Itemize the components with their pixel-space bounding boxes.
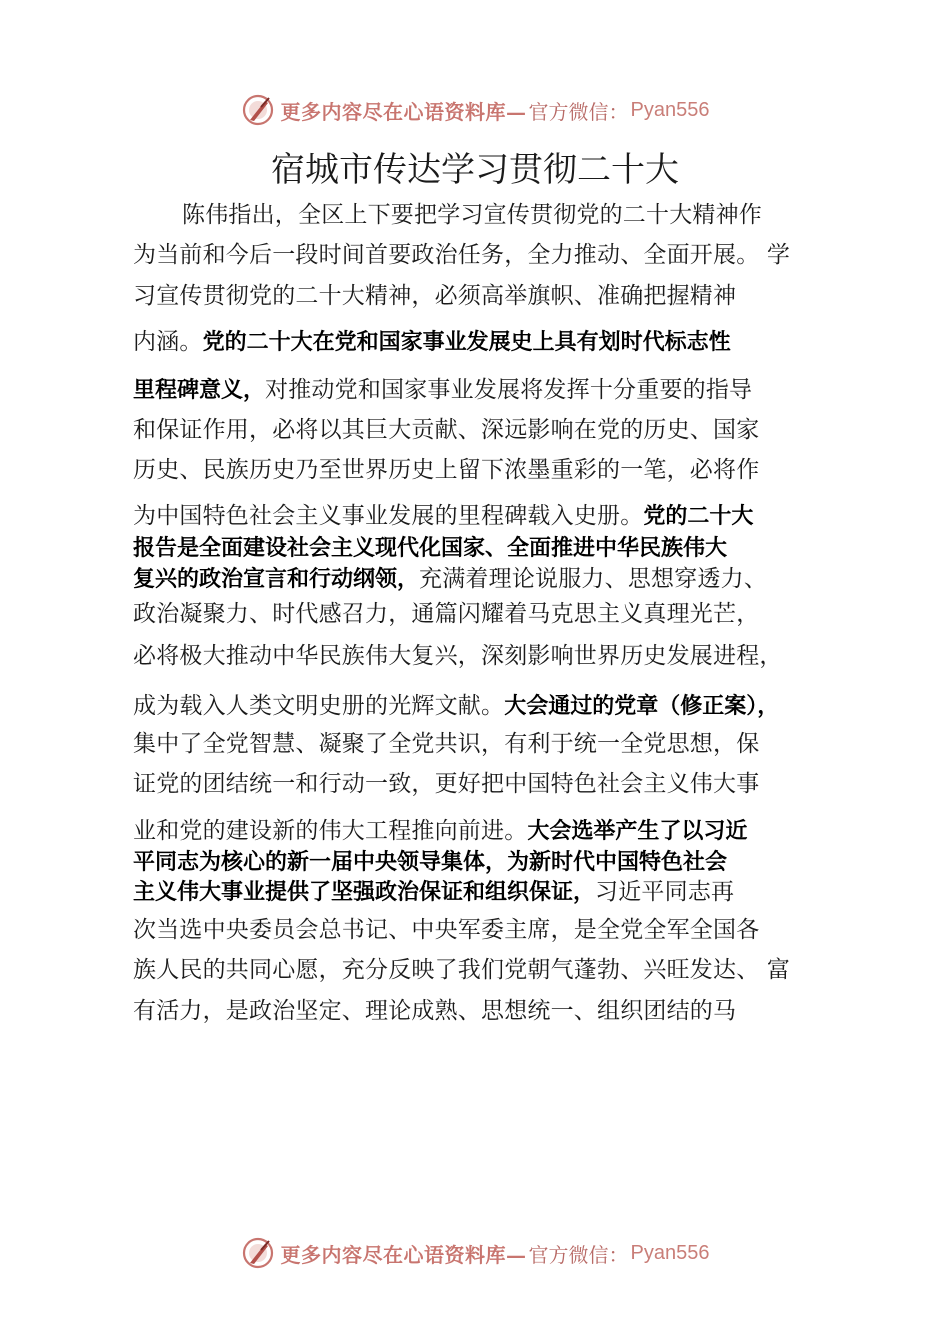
bold-emphasis: 党的二十大在党和国家事业发展史上具有划时代标志性 <box>202 330 731 355</box>
quill-circle-logo-icon <box>241 1236 275 1270</box>
quill-circle-logo-icon <box>241 93 275 127</box>
body-line-17 <box>133 846 833 879</box>
banner-wechat-label: 官方微信： <box>528 99 629 124</box>
header-watermark-banner <box>0 88 950 132</box>
bold-emphasis: 党的二十大 <box>643 504 754 529</box>
body-line-11: 政治凝聚力、时代感召力，通篇闪耀着马克思主义真理光芒， <box>133 601 760 627</box>
bold-emphasis: 里程碑意义， <box>133 378 266 403</box>
body-line-7: 历史、民族历史乃至世界历史上留下浓墨重彩的一笔，必将作 <box>133 457 760 483</box>
body-line-14: 集中了全党智慧、凝聚了全党共识，有利于统一全党思想，保 <box>133 731 760 757</box>
body-line-1: 陈伟指出，全区上下要把学习宣传贯彻党的二十大精神作 <box>182 202 762 228</box>
bold-emphasis: 大会通过的党章（修正案）， <box>504 694 780 719</box>
bold-emphasis: 平同志为核心的新一届中央领导集体，为新时代中国特色社会 <box>133 850 728 875</box>
body-line-21: 有活力，是政治坚定、理论成熟、思想统一、组织团结的马 <box>133 998 737 1024</box>
bold-emphasis: 主义伟大事业提供了坚强政治保证和组织保证， <box>133 880 596 905</box>
body-line-4: 内涵。党的二十大在党和国家事业发展史上具有划时代标志性 <box>133 329 731 355</box>
body-line-10: 复兴的政治宣言和行动纲领，充满着理论说服力、思想穿透力、 <box>133 566 768 592</box>
bold-emphasis: 大会选举产生了以习近 <box>527 819 748 844</box>
banner-brand-text: 更多内容尽在心语资料库— <box>280 99 527 124</box>
document-title: 宿城市传达学习贯彻二十大 <box>271 150 679 190</box>
footer-watermark-banner <box>0 1231 950 1275</box>
body-line-6: 和保证作用，必将以其巨大贡献、深远影响在党的历史、国家 <box>133 417 760 443</box>
body-line-5: 里程碑意义，对推动党和国家事业发展将发挥十分重要的指导 <box>133 377 753 403</box>
banner-wechat-label: 官方微信： <box>528 1242 629 1267</box>
body-line-16: 业和党的建设新的伟大工程推向前进。大会选举产生了以习近 <box>133 818 748 844</box>
bold-emphasis: 报告是全面建设社会主义现代化国家、全面推进中华民族伟大 <box>133 536 728 561</box>
body-line-15: 证党的团结统一和行动一致，更好把中国特色社会主义伟大事 <box>133 771 760 797</box>
body-line-19: 次当选中央委员会总书记、中央军委主席，是全党全军全国各 <box>133 917 760 943</box>
body-line-18: 主义伟大事业提供了坚强政治保证和组织保证，习近平同志再 <box>133 879 735 905</box>
body-line-20: 族人民的共同心愿，充分反映了我们党朝气蓬勃、兴旺发达、 富 <box>133 957 791 983</box>
body-line-8: 为中国特色社会主义事业发展的里程碑载入史册。党的二十大 <box>133 503 754 529</box>
banner-account-id: Pyan556 <box>630 1241 710 1264</box>
banner-brand-text: 更多内容尽在心语资料库— <box>280 1242 527 1267</box>
body-line-12: 必将极大推动中华民族伟大复兴，深刻影响世界历史发展进程， <box>133 643 783 669</box>
banner-account-id: Pyan556 <box>630 98 710 121</box>
bold-emphasis: 复兴的政治宣言和行动纲领， <box>133 567 420 592</box>
body-line-2: 为当前和今后一段时间首要政治任务，全力推动、全面开展。 学 <box>133 242 791 268</box>
body-line-13: 成为载入人类文明史册的光辉文献。大会通过的党章（修正案）， <box>133 693 780 719</box>
body-line-9 <box>133 532 833 565</box>
body-line-3: 习宣传贯彻党的二十大精神，必须高举旗帜、准确把握精神 <box>133 283 737 309</box>
